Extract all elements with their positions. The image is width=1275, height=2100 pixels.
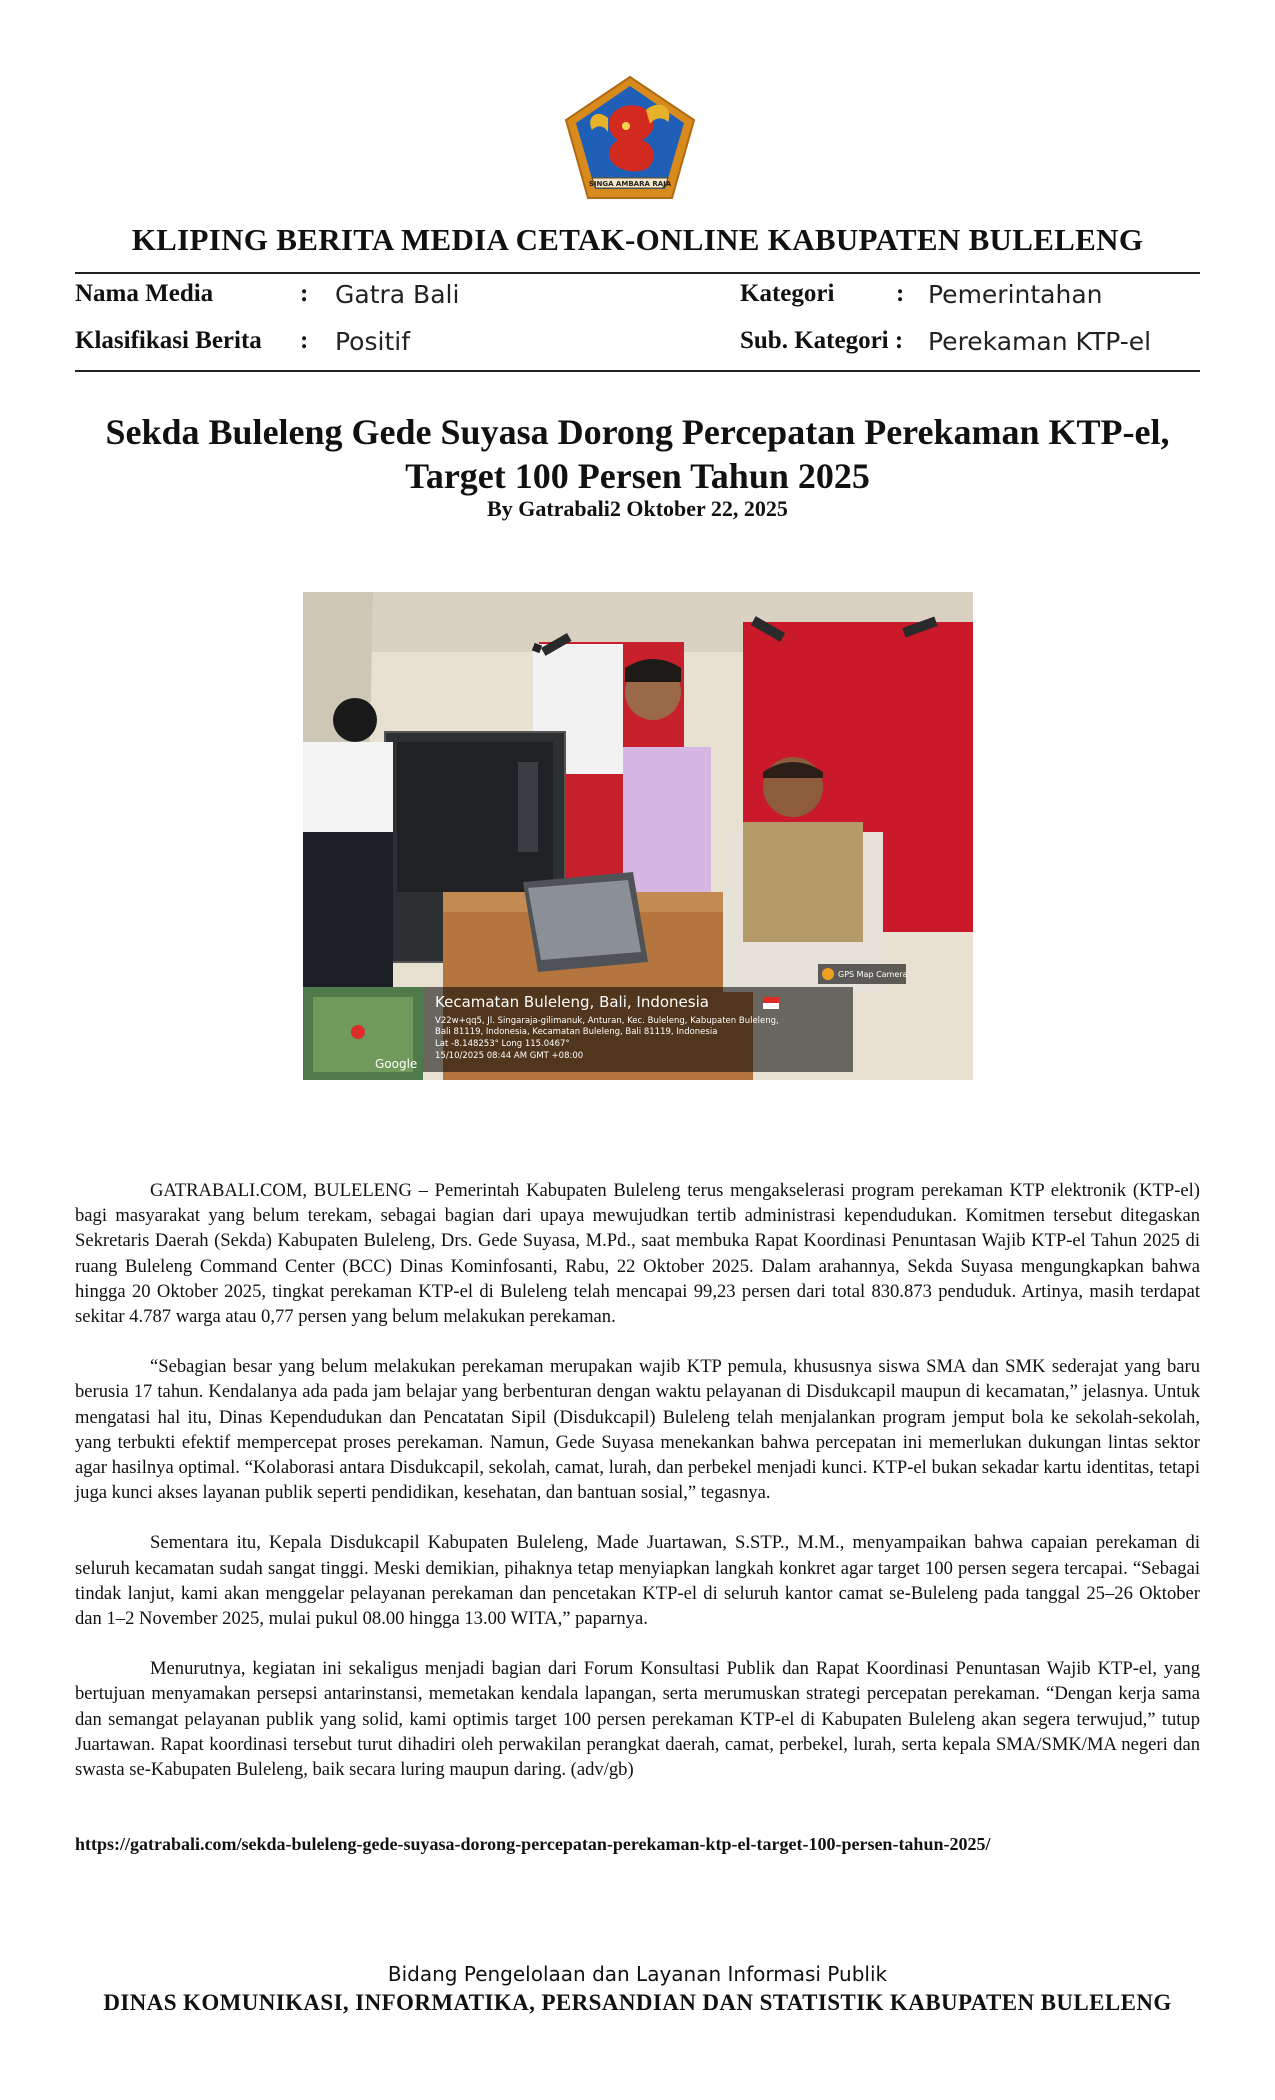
kliping-title: KLIPING BERITA MEDIA CETAK-ONLINE KABUPATEN BULELENG: [131, 222, 1144, 257]
article-paragraph: “Sebagian besar yang belum melakukan perekaman merupakan wajib KTP pemula, khususnya siswa SMA dan SMK sederajat yang baru berusia 17 tahun. Kendalanya ada pada jam belajar yang berbenturan dengan waktu pelayanan di Disdukcapil maupun di kecamatan,” jelasnya. Untuk mengatasi hal itu, Dinas Kependudukan dan Pencatatan Sipil (Disdukcapil) Buleleng telah menjalankan program jemput bola ke sekolah-sekolah, yang terbukti efektif mempercepat proses perekaman. Namun, Gede Suyasa menekankan bahwa percepatan ini memerlukan dukungan lintas sektor agar hasilnya optimal. “Kolaborasi antara Disdukcapil, sekolah, camat, lurah, dan perbekel menjadi kunci. KTP-el bukan sekadar kartu identitas, tetapi juga kunci akses layanan publik seperti pendidikan, kesehatan, dan bantuan sosial,” tegasnya.: [75, 1356, 1200, 1504]
colon: :: [896, 280, 905, 307]
headline-line-2: Target 100 Persen Tahun 2025: [405, 456, 870, 496]
svg-text:15/10/2025 08:44 AM GMT +08:00: 15/10/2025 08:44 AM GMT +08:00: [435, 1051, 584, 1061]
svg-text:Google: Google: [375, 1057, 418, 1071]
source-url-link[interactable]: https://gatrabali.com/sekda-buleleng-gede-suyasa-dorong-percepatan-perekaman-ktp-el-target-100-persen-tahun-2025/: [75, 1834, 991, 1854]
nama-media-label: Nama Media: [75, 280, 214, 307]
sub-kategori-label: Sub. Kategori :: [740, 327, 904, 354]
article-headline: [0, 410, 1275, 498]
colon: :: [300, 280, 309, 307]
svg-text:Kecamatan Buleleng, Bali, Indo: Kecamatan Buleleng, Bali, Indonesia: [435, 993, 709, 1011]
article-paragraph: GATRABALI.COM, BULELENG – Pemerintah Kabupaten Buleleng terus mengakselerasi program perekaman KTP elektronik (KTP-el) bagi masyarakat yang belum terekam, sebagai bagian dari upaya mewujudkan tertib administrasi kependudukan. Komitmen tersebut ditegaskan Sekretaris Daerah (Sekda) Kabupaten Buleleng, Drs. Gede Suyasa, M.Pd., saat membuka Rapat Koordinasi Penuntasan Wajib KTP-el Tahun 2025 di ruang Buleleng Command Center (BCC) Dinas Kominfosanti, Rabu, 22 Oktober 2025. Dalam arahannya, Sekda Suyasa mengungkapkan bahwa hingga 20 Oktober 2025, tingkat perekaman KTP-el di Buleleng telah mencapai 99,23 persen dari total 830.873 penduduk. Artinya, masih terdapat sekitar 4.787 warga atau 0,77 persen yang belum melakukan perekaman.: [75, 1180, 1200, 1328]
sub-kategori-value: Perekaman KTP-el: [928, 327, 1152, 356]
article-byline: By Gatrabali2 Oktober 22, 2025: [487, 496, 788, 521]
svg-text:SINGA AMBARA RAJA: SINGA AMBARA RAJA: [588, 180, 672, 188]
svg-text:Bali 81119, Indonesia, Kecamat: Bali 81119, Indonesia, Kecamatan Buleleng, Bali 81119, Indonesia: [435, 1027, 718, 1037]
nama-media-value: Gatra Bali: [335, 280, 460, 309]
footer-agency: DINAS KOMUNIKASI, INFORMATIKA, PERSANDIAN DAN STATISTIK KABUPATEN BULELENG: [103, 1990, 1172, 2015]
colon: :: [300, 327, 309, 354]
article-paragraph: Sementara itu, Kepala Disdukcapil Kabupaten Buleleng, Made Juartawan, S.STP., M.M., menyampaikan bahwa capaian perekaman di seluruh kecamatan sudah sangat tinggi. Meski demikian, pihaknya tetap menyiapkan langkah konkret agar target 100 persen segera tercapai. “Sebagai tindak lanjut, kami akan menggelar pelayanan perekaman dan pencetakan KTP-el di seluruh kantor camat se-Buleleng pada tanggal 25–26 Oktober dan 1–2 November 2025, mulai pukul 08.00 hingga 13.00 WITA,” paparnya.: [75, 1532, 1200, 1630]
klasifikasi-label: Klasifikasi Berita: [75, 327, 262, 354]
header-rule-bottom: [75, 370, 1200, 372]
klasifikasi-value: Positif: [335, 327, 410, 356]
article-paragraph: Menurutnya, kegiatan ini sekaligus menjadi bagian dari Forum Konsultasi Publik dan Rapat Koordinasi Penuntasan Wajib KTP-el, yang bertujuan menyamakan persepsi antarinstansi, memetakan kendala lapangan, serta merumuskan strategi percepatan perekaman. “Dengan kerja sama dan semangat pelayanan publik yang solid, kami optimis target 100 persen perekaman KTP-el di Kabupaten Buleleng akan segera terwujud,” tutup Juartawan. Rapat koordinasi tersebut turut dihadiri oleh perwakilan perangkat daerah, camat, perbekel, lurah, serta kepala SMA/SMK/MA negeri dan swasta se-Kabupaten Buleleng, baik secara luring maupun daring. (adv/gb): [75, 1658, 1200, 1781]
footer-department: Bidang Pengelolaan dan Layanan Informasi Publik: [387, 1962, 888, 1986]
article-body: [75, 1178, 1200, 1807]
svg-text:V22w+qq5, Jl. Singaraja-gilima: V22w+qq5, Jl. Singaraja-gilimanuk, Anturan, Kec. Buleleng, Kabupaten Buleleng,: [435, 1016, 779, 1026]
regency-logo: [562, 74, 698, 202]
headline-line-1: Sekda Buleleng Gede Suyasa Dorong Percepatan Perekaman KTP-el,: [105, 412, 1170, 452]
svg-text:Lat -8.148253° Long 115.0467°: Lat -8.148253° Long 115.0467°: [435, 1039, 570, 1049]
article-photo: [303, 592, 973, 1080]
header-rule-top: [75, 272, 1200, 274]
svg-text:GPS Map Camera: GPS Map Camera: [838, 970, 908, 979]
kategori-label: Kategori: [740, 280, 835, 307]
kategori-value: Pemerintahan: [928, 280, 1103, 309]
